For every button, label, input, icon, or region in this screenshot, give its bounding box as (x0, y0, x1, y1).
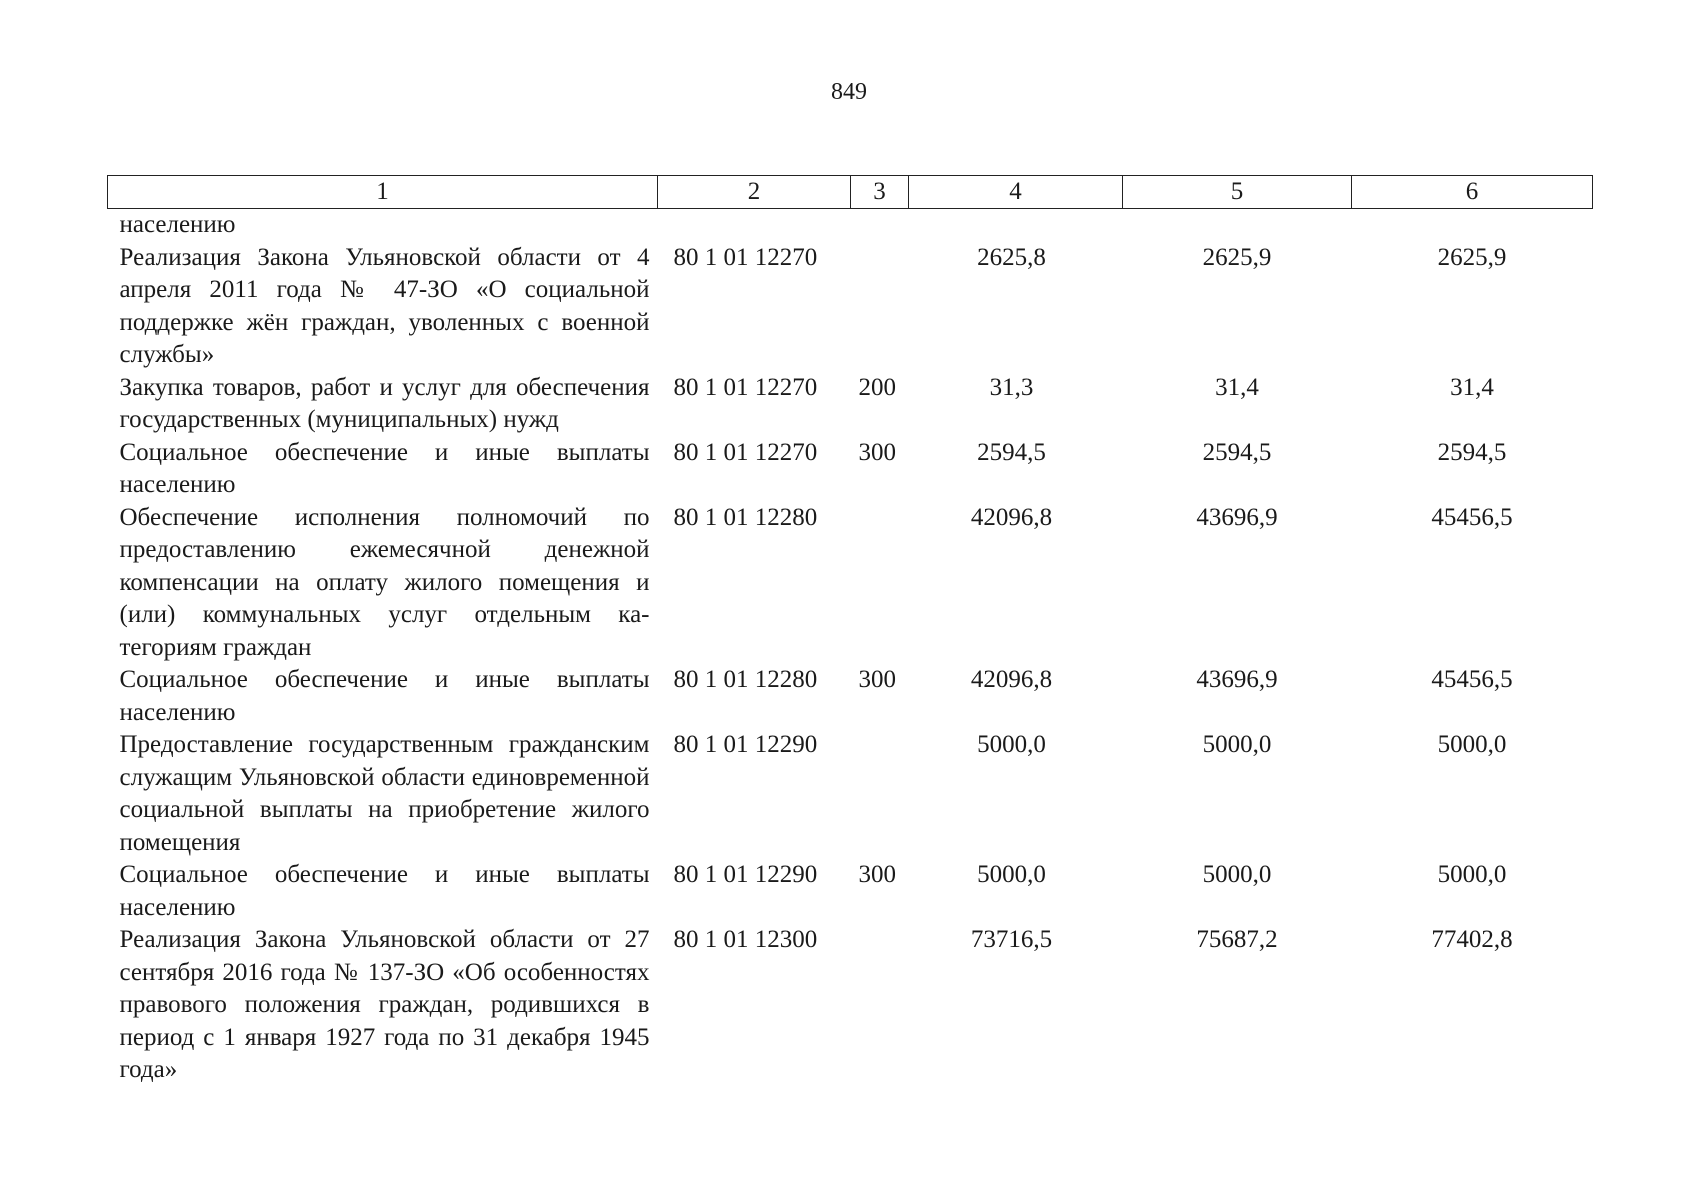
table-row (108, 729, 1593, 859)
column-header-1: 1 (108, 176, 658, 209)
row-expense-type: 300 (858, 861, 896, 888)
table-row (108, 502, 1593, 665)
row-description: Обеспечение исполнения полномочий по предоставлению ежемесячной денежной компенсации на оплату жилого помещения и (или) коммунальных услуг отдельным категориям граждан (119, 503, 650, 661)
row-value-col4: 31,3 (989, 373, 1034, 401)
row-value-col6: 2625,9 (1437, 243, 1507, 271)
row-expense-type (851, 729, 909, 859)
row-value-col5: 31,4 (1215, 373, 1259, 401)
row-value-col6 (1352, 209, 1593, 242)
table-row (108, 437, 1593, 502)
row-value-col4: 2625,8 (977, 243, 1046, 271)
row-value-col5: 43696,9 (1196, 503, 1278, 531)
row-value-col4: 5000,0 (977, 861, 1046, 888)
row-value-col4: 42096,8 (970, 666, 1053, 693)
row-description: Реализация Закона Ульяновской области от 27 сентября 2016 года № 137-ЗО «Об особенностях правового положения граждан, родившихся в период с 1 января 1927 года по 31 декабря 1945 года» (119, 926, 650, 1083)
column-header-4: 4 (909, 176, 1123, 209)
row-description: Закупка товаров, работ и услуг для обеспечения государственных (муниципальных) нужд (119, 373, 650, 433)
row-code: 80 1 01 12280 (673, 666, 818, 693)
row-expense-type: 300 (858, 666, 896, 693)
row-description: Социальное обеспечение и иные выплаты населению (119, 861, 650, 921)
table-header (108, 176, 1593, 209)
row-value-col5: 5000,0 (1202, 731, 1272, 758)
column-header-3: 3 (851, 176, 909, 209)
table-row (108, 664, 1593, 729)
header-row (108, 176, 1593, 209)
table-row (108, 924, 1593, 1087)
row-value-col6: 45456,5 (1431, 503, 1513, 531)
row-expense-type: 300 (858, 438, 896, 466)
row-description: Социальное обеспечение и иные выплаты населению (119, 438, 650, 498)
row-value-col4: 73716,5 (970, 926, 1053, 953)
column-header-5: 5 (1123, 176, 1352, 209)
row-expense-type (851, 502, 909, 665)
row-value-col6: 31,4 (1450, 373, 1494, 401)
row-value-col5: 5000,0 (1202, 861, 1272, 888)
row-description: населению (119, 211, 236, 238)
row-code: 80 1 01 12270 (673, 243, 818, 271)
row-code: 80 1 01 12270 (673, 438, 818, 466)
row-description: Предоставление государственным гражданским служащим Ульяновской области единовременной социальной выплаты на приобретение жилого помещения (119, 731, 650, 856)
page-number: 849 (831, 79, 867, 105)
row-value-col6: 2594,5 (1437, 438, 1507, 466)
table-body (108, 209, 1593, 1087)
row-expense-type (851, 209, 909, 242)
row-description: Социальное обеспечение и иные выплаты населению (119, 666, 650, 726)
row-value-col5: 75687,2 (1196, 926, 1278, 953)
table-row (108, 372, 1593, 437)
row-code: 80 1 01 12300 (673, 926, 818, 953)
row-code (658, 209, 851, 242)
row-value-col4: 2594,5 (977, 438, 1046, 466)
row-expense-type (851, 242, 909, 372)
row-value-col5: 2594,5 (1202, 438, 1272, 466)
column-header-6: 6 (1352, 176, 1593, 209)
table-row (108, 209, 1593, 242)
table-row (108, 859, 1593, 924)
budget-table (107, 175, 1593, 1087)
row-code: 80 1 01 12290 (673, 731, 818, 758)
row-value-col6: 77402,8 (1431, 926, 1513, 953)
row-code: 80 1 01 12270 (673, 373, 818, 401)
table-row (108, 242, 1593, 372)
row-value-col5: 43696,9 (1196, 666, 1278, 693)
row-code: 80 1 01 12280 (673, 503, 818, 531)
row-value-col6: 5000,0 (1437, 861, 1507, 888)
row-value-col4: 42096,8 (970, 503, 1053, 531)
column-header-2: 2 (658, 176, 851, 209)
row-value-col5: 2625,9 (1202, 243, 1272, 271)
row-expense-type: 200 (858, 373, 896, 401)
row-expense-type (851, 924, 909, 1087)
row-code: 80 1 01 12290 (673, 861, 818, 888)
row-value-col5 (1123, 209, 1352, 242)
row-value-col6: 5000,0 (1437, 731, 1507, 758)
row-value-col4 (909, 209, 1123, 242)
row-value-col4: 5000,0 (977, 731, 1046, 758)
row-description: Реализация Закона Ульяновской области от 4 апреля 2011 года № 47-ЗО «О социальной поддержке жён граждан, уволенных с военной службы» (119, 243, 650, 368)
row-value-col6: 45456,5 (1431, 666, 1513, 693)
